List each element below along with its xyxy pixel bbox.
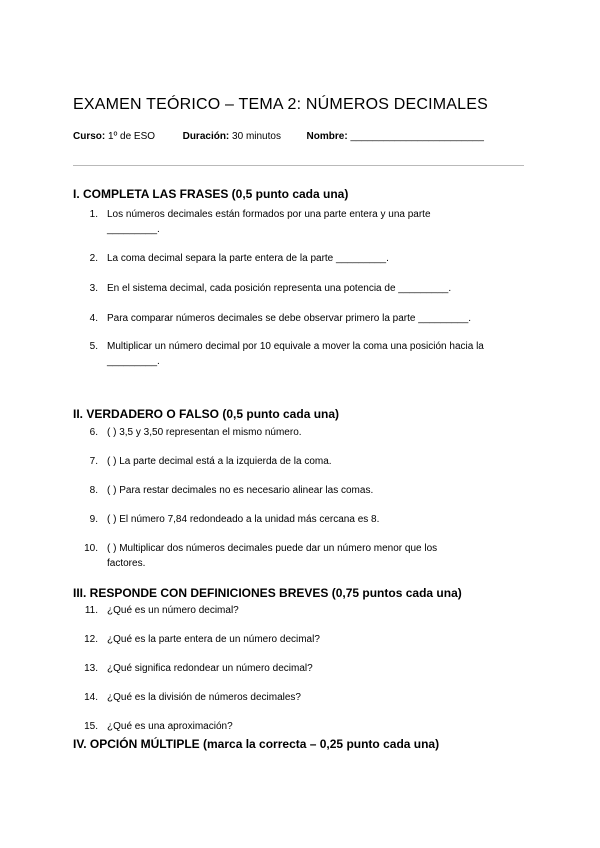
duracion-value: 30 minutos: [232, 131, 281, 142]
exam-meta: [73, 131, 484, 142]
page-title: EXAMEN TEÓRICO – TEMA 2: NÚMEROS DECIMALES: [73, 96, 489, 113]
question-text: ¿Qué es una aproximación?: [107, 721, 233, 732]
question-item: [68, 690, 538, 705]
question-item: [68, 311, 538, 326]
question-text: ( ) La parte decimal está a la izquierda de la coma.: [107, 456, 332, 467]
section-title: II. VERDADERO O FALSO (0,5 punto cada una): [73, 407, 340, 421]
divider: [73, 165, 524, 166]
question-number: 11.: [84, 605, 98, 616]
question-number: 2.: [89, 253, 98, 264]
question-text: ( ) 3,5 y 3,50 representan el mismo número.: [107, 427, 302, 438]
question-item: [68, 541, 538, 571]
question-text: Para comparar números decimales se debe observar primero la parte _________.: [107, 313, 472, 324]
question-text: ¿Qué es la parte entera de un número decimal?: [107, 634, 320, 645]
question-text: ( ) Para restar decimales no es necesario alinear las comas.: [107, 485, 374, 496]
question-number: 7.: [89, 456, 98, 467]
curso-label: Curso:: [73, 131, 106, 142]
section-title: I. COMPLETA LAS FRASES (0,5 punto cada una): [73, 187, 349, 201]
section-title: IV. OPCIÓN MÚLTIPLE (marca la correcta – 0,25 punto cada una): [73, 737, 440, 751]
question-text-continued: factores.: [107, 558, 146, 569]
nombre-blank[interactable]: ________________________: [350, 131, 484, 142]
question-item: [68, 719, 538, 734]
question-item: [68, 661, 538, 676]
question-number: 10.: [84, 543, 98, 554]
question-text: La coma decimal separa la parte entera de la parte _________.: [107, 253, 389, 264]
question-text: Los números decimales están formados por una parte entera y una parte: [107, 209, 431, 220]
question-text: ( ) El número 7,84 redondeado a la unidad más cercana es 8.: [107, 514, 380, 525]
nombre-label: Nombre:: [306, 131, 348, 142]
curso-value: 1º de ESO: [108, 131, 156, 142]
question-item: [68, 632, 538, 647]
question-number: 12.: [84, 634, 98, 645]
question-number: 15.: [84, 721, 98, 732]
duracion-label: Duración:: [182, 131, 230, 142]
question-text: ¿Qué significa redondear un número decimal?: [107, 663, 313, 674]
answer-blank[interactable]: _________.: [107, 224, 160, 235]
question-item: [68, 512, 538, 527]
question-number: 6.: [89, 427, 98, 438]
question-number: 14.: [84, 692, 98, 703]
question-number: 8.: [89, 485, 98, 496]
question-item: [68, 281, 538, 296]
question-number: 9.: [89, 514, 98, 525]
question-item: [68, 339, 538, 369]
question-text: ¿Qué es la división de números decimales?: [107, 692, 301, 703]
question-text: ¿Qué es un número decimal?: [107, 605, 239, 616]
question-item: [68, 603, 538, 618]
question-number: 5.: [89, 341, 98, 352]
question-item: [68, 454, 538, 469]
question-item: [68, 483, 538, 498]
question-text: ( ) Multiplicar dos números decimales puede dar un número menor que los: [107, 543, 438, 554]
question-number: 3.: [89, 283, 98, 294]
question-item: [68, 251, 538, 266]
question-item: [68, 425, 538, 440]
question-text: En el sistema decimal, cada posición representa una potencia de _________.: [107, 283, 452, 294]
question-number: 4.: [89, 313, 98, 324]
question-number: 13.: [84, 663, 98, 674]
section-title: III. RESPONDE CON DEFINICIONES BREVES (0,75 puntos cada una): [73, 586, 462, 600]
question-item: [68, 207, 538, 237]
answer-blank[interactable]: _________.: [107, 356, 160, 367]
question-text: Multiplicar un número decimal por 10 equivale a mover la coma una posición hacia la: [107, 341, 484, 352]
question-number: 1.: [89, 209, 98, 220]
